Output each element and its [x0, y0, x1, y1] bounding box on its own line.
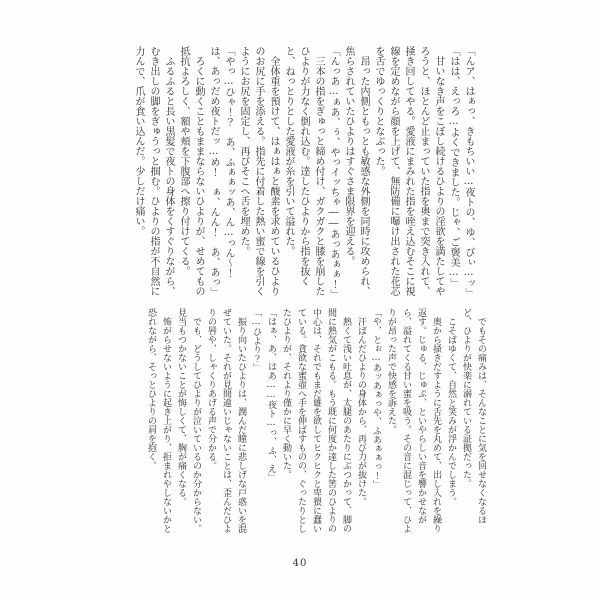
paragraph: 全体重を預けて、はぁはぁと酸素を求めているひよりのお尻に手を添える。指先に付着した熱い蜜で線を引くようにお尻を固定し、再びそこへ舌を埋めた。 [238, 46, 279, 296]
paragraph: ふるふると長い黒髪で夜トの身体をくすぐりながら、むき出しの脚をぎゅうっと掴む。ひよりの指が不自然に力んで、爪が食い込んだ。少しだけ痛い。 [133, 46, 174, 296]
paragraph: ろくに動くこともままならないひよりが、せめてもの抵抗よろしく、額や頬を下腹部へ擦り付けてくる。 [178, 46, 204, 296]
paragraph: こそばゆくて、自然と笑みが浮かんでしまう。 [446, 317, 456, 506]
lower-text-block [138, 308, 488, 534]
paragraph: 「…ひより？」 [251, 308, 261, 372]
paragraph: 「やっ…ひゃ！？ あ、ふぁぁッあ、ん…っん～！ は、あっだめ夜トだッ…め！ ぁ、んん！ あ、あっ」 [208, 46, 234, 297]
paragraph: 甘いなき声をこぼし続けるひよりの淫欲を満たしてやろうと、ほとんど止まっていた指を奥まで突き入れて、掻き回してやる。愛液にまみれた指を咥え込むそこに視線を定めながら顔を上げて、無防備に曝け出された花芯を舌でゆっくりとなぶった。 [373, 46, 444, 296]
paragraph: 「はは、えっろ…よくできました。じゃ、ご褒美…」 [448, 46, 459, 288]
paragraph: 振り向いたひよりは、潤んだ瞳に悲しげな戸惑いを混ぜていた。それが見間違いじゃないことは、歪んだひよりの唇や、しゃくりあげる声で分かる。 [206, 308, 246, 533]
paragraph: 奥から掻きだすように舌先を丸めて、出し入れを繰り返す。じゅる、じゅぷ、といやらしい音を響かせながら、溢れてくる甘い蜜を吸う。その音に混じって、ひよりが昂った声で快感を訴えた。 [386, 308, 441, 533]
paragraph: でも、どうしてひよりが泣いているのか分からない。見当もつかないことが悔しくて、胸が痛くなる。 [176, 308, 201, 533]
paragraph: 「はぁ、あ、はあ……夜ト…っ、ふ、え」 [266, 308, 276, 482]
upper-text-block [126, 46, 476, 302]
paragraph: 怖がらせないように起き上がり、拒まれやしないかと恐れながら、そっとひよりの肩を抱く。 [146, 308, 171, 533]
paragraph: でもその痛みは、そんなことに気を回せなくなるほど、ひよりが快楽に溺れている証拠だった。 [461, 308, 486, 524]
paragraph: 汗ばんだひよりの身体から、再び力が抜けた。 [356, 317, 366, 506]
paragraph: 熱くて浅い吐息が、太腿のあたりにぶつかって、脚の間に熱気がこもる。もう既に何度か達した筈のひよりの中心は、それでもまだ雄を欲してヒクヒクと卑猥に蠢いている。貪欲な蜜壺へ手を伸ばすものの、ぐったりとしたひよりが、それより僅かに早く動いた。 [281, 308, 351, 533]
paragraph: 昂った内側ともっとも敏感な外側を同時に攻められ、焦らされていたひよりはすぐさま限界を迎える。 [343, 46, 369, 296]
page-number: 40 [292, 558, 308, 569]
paragraph: 「や、とぉ…あッあぁっや、ふあぁぁっ！」 [371, 308, 381, 489]
paragraph: 「んア、はぁっ、きもちいい…夜トの、ゆ、びぃ…ッ」 [463, 46, 474, 298]
paragraph: 「んっあ…ぁあ、ぅ、やっイッちゃ――あっあぁぁ！」 [328, 46, 339, 299]
paragraph: 三本の指をぎゅっと締め付け、ガクガクと膝を崩したひよりが力なく倒れ込む。達したひよりから指を抜くと、ねっとりとした愛液が糸を引いて溢れた。 [283, 46, 324, 296]
